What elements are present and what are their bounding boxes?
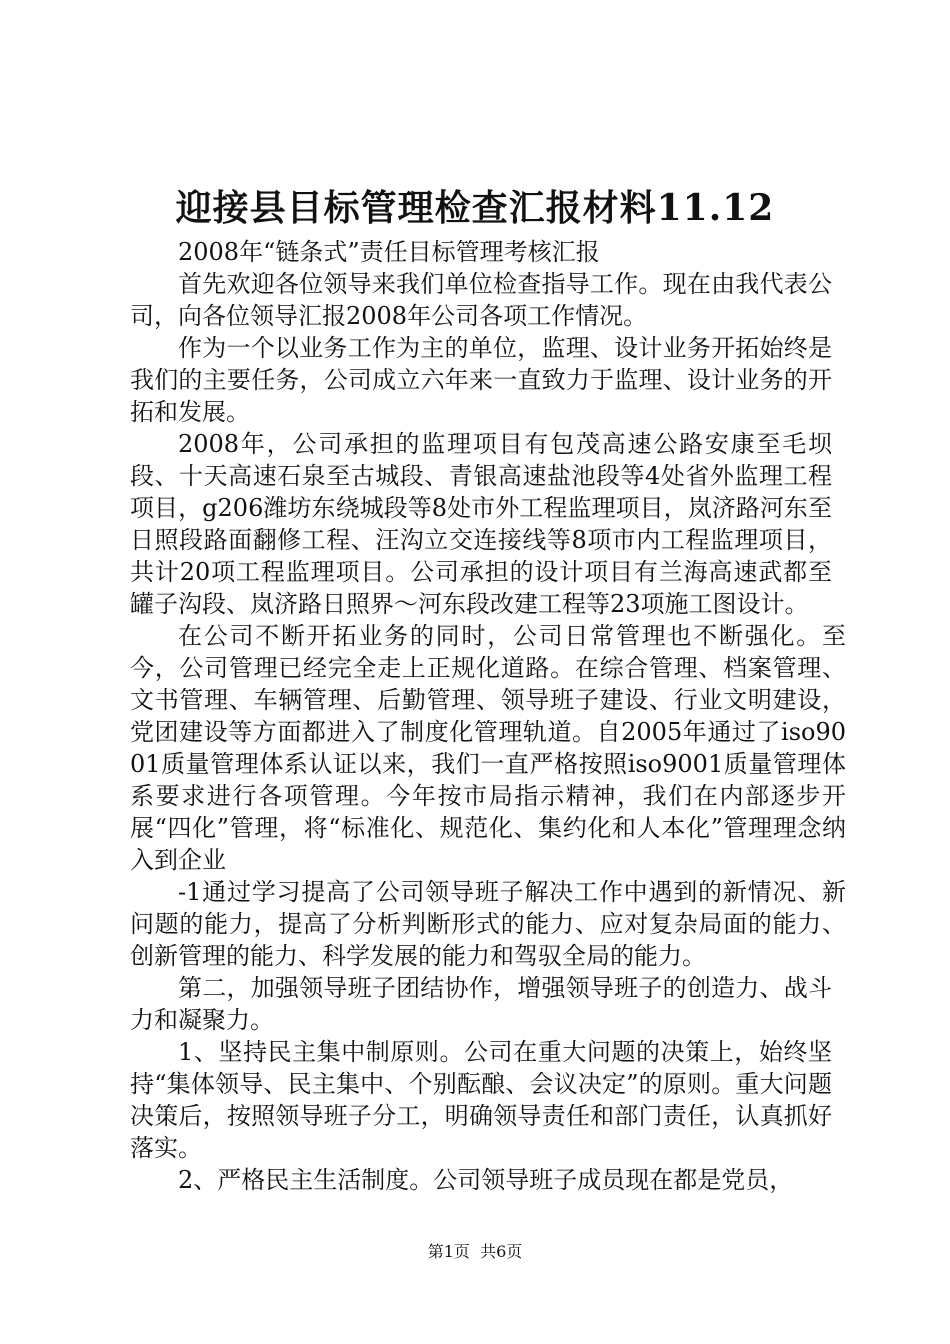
paragraph-welcome: 首先欢迎各位领导来我们单位检查指导工作。现在由我代表公司，向各位领导汇报2008年公司各项工作情况。	[130, 270, 832, 330]
paragraph-management: 在公司不断开拓业务的同时，公司日常管理也不断强化。至今，公司管理已经完全走上正规化道路。在综合管理、档案管理、文书管理、车辆管理、后勤管理、领导班子建设、行业文明建设，党团建设等方面都进入了制度化管理轨道。自2005年通过了iso9001质量管理体系认证以来，我们一直严格按照iso9001质量管理体系要求进行各项管理。今年按市局指示精神，我们在内部逐步开展“四化”管理，将“标准化、规范化、集约化和人本化”管理理念纳入到企业	[130, 622, 846, 874]
paragraph-study: -1通过学习提高了公司领导班子解决工作中遇到的新情况、新问题的能力，提高了分析判断形式的能力、应对复杂局面的能力、创新管理的能力、科学发展的能力和驾驭全局的能力。	[130, 878, 846, 970]
paragraph-second-point: 第二，加强领导班子团结协作，增强领导班子的创造力、战斗力和凝聚力。	[130, 974, 832, 1034]
paragraph-democratic-centralism: 1、坚持民主集中制原则。公司在重大问题的决策上，始终坚持“集体领导、民主集中、个别酝酿、会议决定”的原则。重大问题决策后，按照领导班子分工，明确领导责任和部门责任，认真抓好落实。	[130, 1038, 832, 1162]
paragraph-main-task: 作为一个以业务工作为主的单位，监理、设计业务开拓始终是我们的主要任务，公司成立六年来一直致力于监理、设计业务的开拓和发展。	[130, 334, 832, 426]
paragraph-projects-2008: 2008年，公司承担的监理项目有包茂高速公路安康至毛坝段、十天高速石泉至古城段、青银高速盐池段等4处省外监理工程项目，g206潍坊东绕城段等8处市外工程监理项目，岚济路河东至日照段路面翻修工程、汪沟立交连接线等8项市内工程监理项目，共计20项工程监理项目。公司承担的设计项目有兰海高速武都至罐子沟段、岚济路日照界～河东段改建工程等23项施工图设计。	[130, 430, 832, 618]
paragraph-subtitle: 2008年“链条式”责任目标管理考核汇报	[178, 238, 600, 266]
document-body	[130, 236, 846, 1196]
paragraph-democratic-life: 2、严格民主生活制度。公司领导班子成员现在都是党员，	[178, 1166, 794, 1194]
document-title: 迎接县目标管理检查汇报材料11.12	[175, 187, 775, 229]
page-number-label: 第1页 共6页	[427, 1242, 523, 1261]
page-footer	[0, 1241, 950, 1263]
